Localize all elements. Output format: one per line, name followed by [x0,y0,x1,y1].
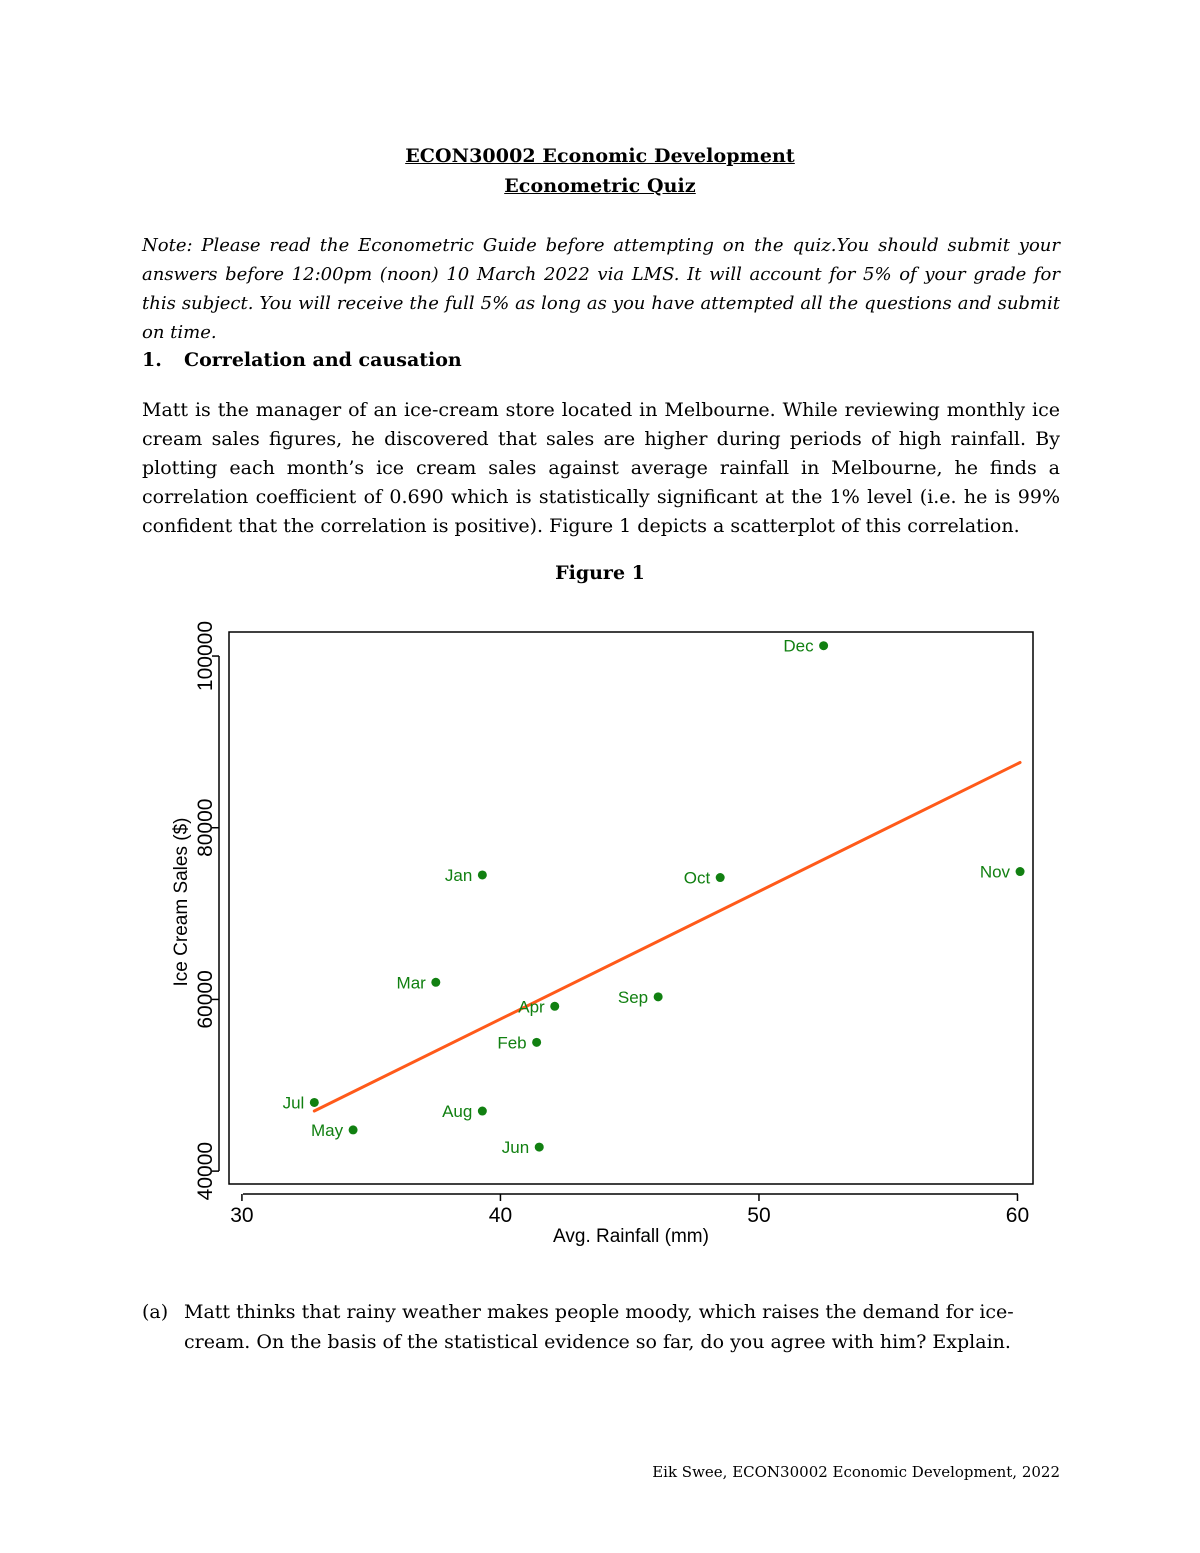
x-tick-label: 40 [488,1204,513,1227]
y-tick-label: 80000 [194,798,217,857]
x-tick-label: 50 [747,1204,771,1227]
data-label-feb: Feb [497,1033,527,1053]
page-footer: Eik Swee, ECON30002 Economic Development, 2022 [652,1463,1060,1481]
data-point-jul [310,1098,319,1107]
data-point-apr [550,1002,559,1011]
data-label-jan: Jan [444,865,473,885]
data-point-jan [478,870,487,879]
scatter-chart [0,600,1200,1260]
y-tick-label: 60000 [194,970,217,1029]
data-label-aug: Aug [442,1102,473,1122]
intro-paragraph: Matt is the manager of an ice-cream store located in Melbourne. While reviewing monthly ice cream sales figures, he discovered that sales are higher during periods of high rainfall. By plotting each month’s ice cream sales against average rainfall in Melbourne, he finds a correlation coefficient of 0.690 which is statistically significant at the 1% level (i.e. he is 99% confident that the correlation is positive). Figure 1 depicts a scatterplot of this correlation. [142,399,1060,537]
data-label-jun: Jun [501,1138,530,1158]
data-point-jun [535,1143,544,1152]
question-text: Matt thinks that rainy weather makes people moody, which raises the demand for ice-cream. On the basis of the statistical evidence so far, do you agree with him? Explain. [184,1301,1014,1353]
data-label-may: May [310,1120,344,1140]
data-points [283,637,1025,1157]
document-subtitle: Econometric Quiz [504,175,696,197]
section-number: 1. [142,349,162,371]
x-axis-label: Avg. Rainfall (mm) [553,1226,709,1247]
plot-frame [229,632,1033,1184]
data-label-apr: Apr [518,997,545,1017]
data-label-jul: Jul [282,1093,305,1113]
data-point-mar [431,978,440,987]
y-tick-label: 100000 [194,620,217,692]
section-heading [142,349,462,371]
data-label-dec: Dec [783,636,814,656]
question-label: (a) [142,1301,169,1323]
y-axis-ticks [194,621,219,1200]
y-tick-label: 40000 [194,1141,217,1201]
data-label-sep: Sep [617,987,649,1007]
data-point-nov [1016,867,1025,876]
data-point-may [349,1125,358,1134]
section-title: Correlation and causation [184,349,462,371]
x-tick-label: 60 [1005,1204,1030,1227]
fit-line [314,762,1020,1111]
data-label-mar: Mar [396,973,426,993]
figure-caption: Figure 1 [555,562,645,584]
quiz-note: Note: Please read the Econometric Guide before attempting on the quiz.You should submit your answers before 12:00pm (noon) 10 March 2022 via LMS. It will account for 5% of your grade for this subject. You will receive the full 5% as long as you have attempted all the questions and submit on time. [142,235,1060,343]
document-title: ECON30002 Economic Development [405,145,795,167]
x-tick-label: 30 [230,1204,254,1227]
x-axis-ticks [230,1194,1029,1227]
data-point-feb [532,1038,541,1047]
data-point-dec [819,641,828,650]
y-axis-label: Ice Cream Sales ($) [171,817,192,987]
data-point-aug [478,1107,487,1116]
question-a [142,1297,1060,1357]
data-point-oct [716,873,725,882]
data-label-oct: Oct [683,868,711,888]
data-label-nov: Nov [979,862,1011,882]
data-point-sep [654,992,663,1001]
